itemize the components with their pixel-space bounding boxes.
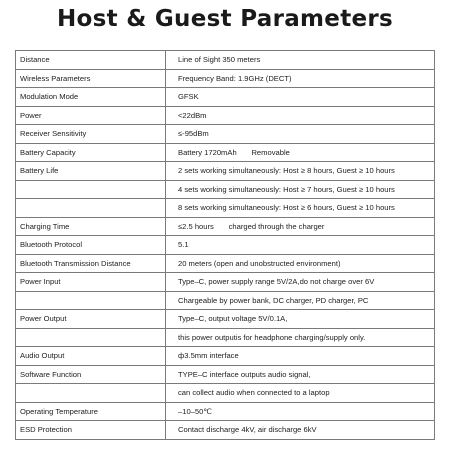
parameter-value: this power outputis for headphone charging/supply only. — [166, 328, 435, 347]
table-row — [16, 421, 435, 440]
parameter-label: Power Input — [16, 273, 166, 292]
parameter-label: Receiver Sensitivity — [16, 125, 166, 144]
table-row — [16, 106, 435, 125]
parameter-label — [16, 291, 166, 310]
table-row — [16, 402, 435, 421]
parameter-value: Frequency Band: 1.9GHz (DECT) — [166, 69, 435, 88]
parameter-value: ф3.5mm interface — [166, 347, 435, 366]
parameter-label: ESD Protection — [16, 421, 166, 440]
table-row — [16, 347, 435, 366]
parameter-value: Type–C, output voltage 5V/0.1A, — [166, 310, 435, 329]
parameter-value: 2 sets working simultaneously: Host ≥ 8 hours, Guest ≥ 10 hours — [166, 162, 435, 181]
parameters-table-body — [16, 51, 435, 440]
parameter-value: 4 sets working simultaneously: Host ≥ 7 hours, Guest ≥ 10 hours — [166, 180, 435, 199]
parameter-label: Modulation Mode — [16, 88, 166, 107]
parameter-value: Chargeable by power bank, DC charger, PD charger, PC — [166, 291, 435, 310]
table-row — [16, 384, 435, 403]
parameter-value: <22dBm — [166, 106, 435, 125]
parameter-value: ≤-95dBm — [166, 125, 435, 144]
parameter-value: GFSK — [166, 88, 435, 107]
parameter-label: Operating Temperature — [16, 402, 166, 421]
parameter-label: Bluetooth Protocol — [16, 236, 166, 255]
parameter-label: Wireless Parameters — [16, 69, 166, 88]
table-row — [16, 125, 435, 144]
table-row — [16, 310, 435, 329]
table-row — [16, 236, 435, 255]
parameter-label: Audio Output — [16, 347, 166, 366]
table-row — [16, 273, 435, 292]
page-title: Host & Guest Parameters — [56, 6, 394, 32]
parameter-label — [16, 199, 166, 218]
table-row — [16, 365, 435, 384]
parameter-label: Software Function — [16, 365, 166, 384]
table-row — [16, 199, 435, 218]
parameters-table — [15, 50, 435, 440]
parameter-label — [16, 328, 166, 347]
table-row — [16, 162, 435, 181]
table-row — [16, 51, 435, 70]
parameter-label — [16, 180, 166, 199]
table-row — [16, 88, 435, 107]
parameter-label: Battery Life — [16, 162, 166, 181]
parameter-label: Battery Capacity — [16, 143, 166, 162]
parameter-value: ≤2.5 hours charged through the charger — [166, 217, 435, 236]
table-row — [16, 217, 435, 236]
table-row — [16, 143, 435, 162]
parameter-value: TYPE–C interface outputs audio signal, — [166, 365, 435, 384]
parameter-label: Bluetooth Transmission Distance — [16, 254, 166, 273]
parameter-value: –10–50℃ — [166, 402, 435, 421]
parameter-label: Charging Time — [16, 217, 166, 236]
parameter-value: 8 sets working simultaneously: Host ≥ 6 hours, Guest ≥ 10 hours — [166, 199, 435, 218]
parameter-value: 20 meters (open and unobstructed environment) — [166, 254, 435, 273]
table-row — [16, 254, 435, 273]
parameter-value: Contact discharge 4kV, air discharge 6kV — [166, 421, 435, 440]
parameter-label: Power Output — [16, 310, 166, 329]
table-row — [16, 180, 435, 199]
parameter-value: can collect audio when connected to a laptop — [166, 384, 435, 403]
parameter-value: Type–C, power supply range 5V/2A,do not charge over 6V — [166, 273, 435, 292]
table-row — [16, 328, 435, 347]
parameter-value: Battery 1720mAh Removable — [166, 143, 435, 162]
table-row — [16, 69, 435, 88]
parameter-label: Distance — [16, 51, 166, 70]
parameter-value: 5.1 — [166, 236, 435, 255]
table-row — [16, 291, 435, 310]
parameter-label — [16, 384, 166, 403]
parameter-label: Power — [16, 106, 166, 125]
parameter-value: Line of Sight 350 meters — [166, 51, 435, 70]
